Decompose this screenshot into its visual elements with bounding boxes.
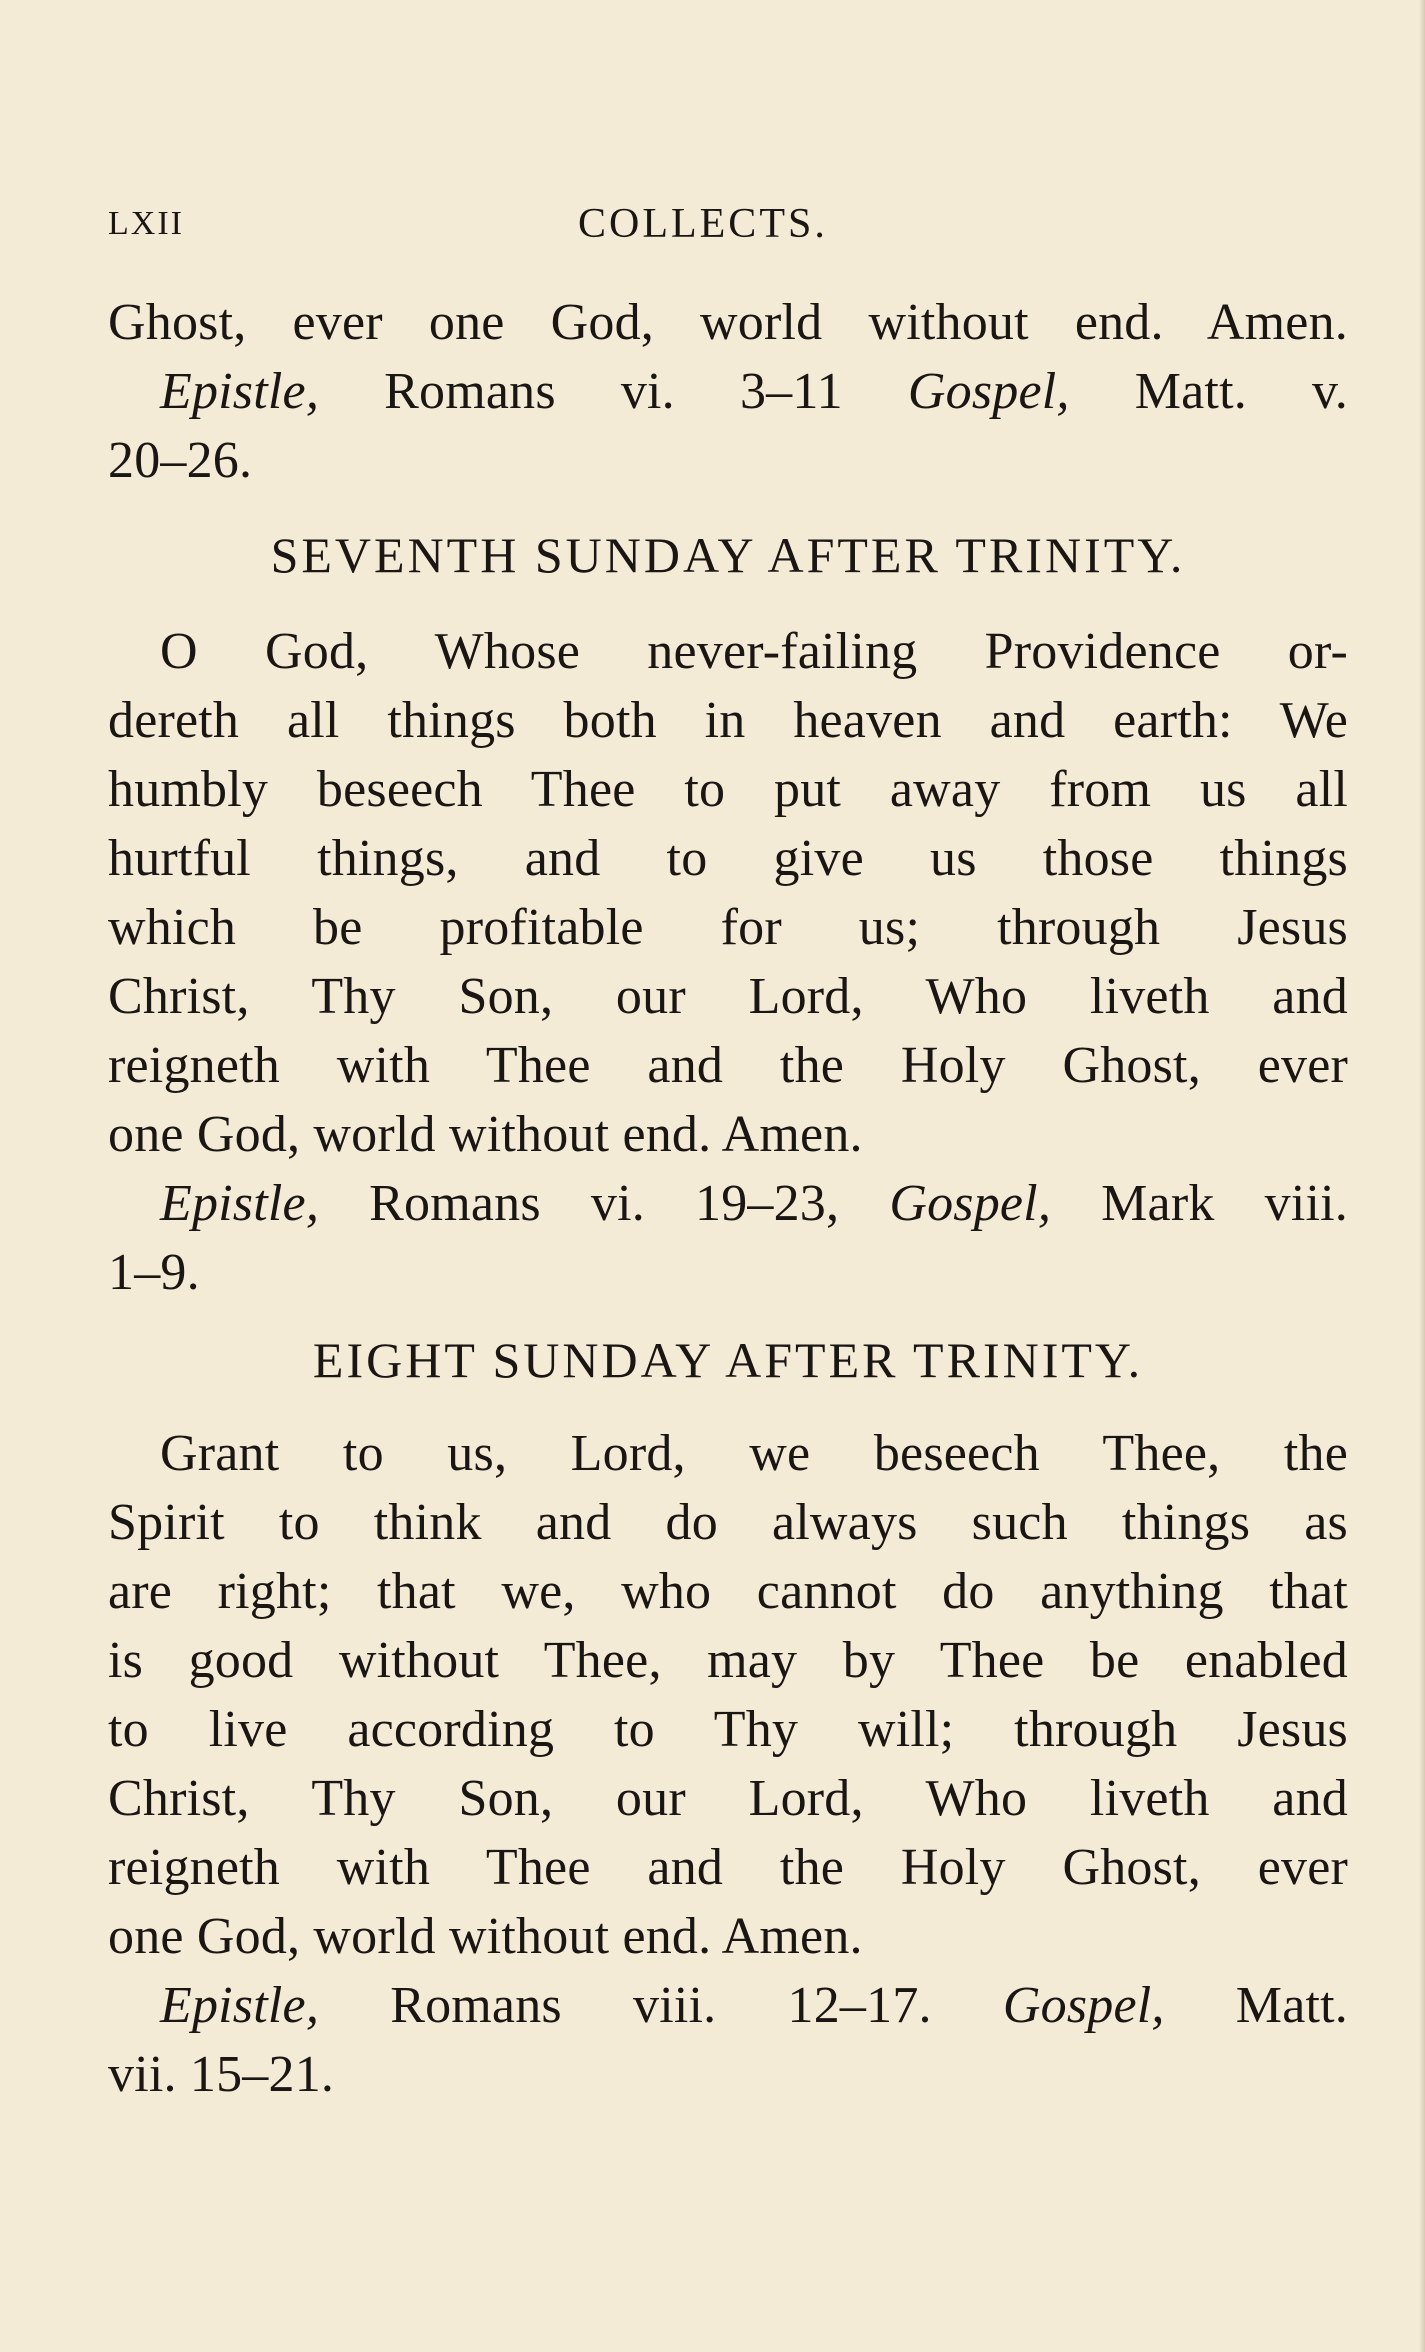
body-line: Ghost, ever one God, world without end. Amen.: [108, 294, 1348, 351]
epistle-label: Epistle,: [160, 363, 320, 420]
page-edge-shadow: [1419, 0, 1425, 2352]
running-title: COLLECTS.: [578, 201, 828, 247]
epistle-reference: Romans vi. 19–23,: [369, 1175, 840, 1232]
collect-line: reigneth with Thee and the Holy Ghost, ever: [108, 1839, 1348, 1896]
epistle-label: Epistle,: [160, 1175, 320, 1232]
section-heading: SEVENTH SUNDAY AFTER TRINITY.: [270, 527, 1186, 583]
epistle-reference: Romans viii. 12–17.: [390, 1977, 932, 2034]
lesson-reference-continuation: 20–26.: [108, 432, 253, 489]
collect-line: is good without Thee, may by Thee be enabled: [108, 1632, 1348, 1689]
gospel-reference: Mark viii.: [1101, 1175, 1348, 1232]
lesson-reference-line: [108, 1971, 1348, 2040]
collect-line: one God, world without end. Amen.: [108, 1106, 863, 1163]
collect-line: hurtful things, and to give us those things: [108, 830, 1348, 887]
gospel-label: Gospel,: [889, 1175, 1052, 1232]
epistle-label: Epistle,: [160, 1977, 320, 2034]
collect-line: humbly beseech Thee to put away from us all: [108, 761, 1348, 818]
page-number: LXII: [108, 205, 184, 242]
collect-line: to live according to Thy will; through Jesus: [108, 1701, 1348, 1758]
collect-line: Grant to us, Lord, we beseech Thee, the: [160, 1425, 1348, 1482]
collect-line: Christ, Thy Son, our Lord, Who liveth and: [108, 1770, 1348, 1827]
lesson-reference-continuation: vii. 15–21.: [108, 2046, 335, 2103]
gospel-reference: Matt.: [1235, 1977, 1349, 2034]
gospel-reference: Matt. v.: [1134, 363, 1349, 420]
collect-line: which be profitable for us; through Jesus: [108, 899, 1348, 956]
gospel-label: Gospel,: [907, 363, 1070, 420]
section-heading: EIGHT SUNDAY AFTER TRINITY.: [312, 1332, 1144, 1388]
collect-line: dereth all things both in heaven and earth: We: [108, 692, 1348, 749]
collect-line: one God, world without end. Amen.: [108, 1908, 863, 1965]
text-block: [108, 288, 1348, 2109]
lesson-reference-line: [108, 357, 1348, 426]
lesson-reference-line: [108, 1169, 1348, 1238]
running-head: [108, 196, 1348, 252]
epistle-reference: Romans vi. 3–11: [384, 363, 843, 420]
gospel-label: Gospel,: [1002, 1977, 1165, 2034]
collect-line: are right; that we, who cannot do anything that: [108, 1563, 1348, 1620]
collect-line: O God, Whose never-failing Providence or-: [160, 623, 1348, 680]
collect-line: Spirit to think and do always such things as: [108, 1494, 1348, 1551]
collect-line: Christ, Thy Son, our Lord, Who liveth and: [108, 968, 1348, 1025]
lesson-reference-continuation: 1–9.: [108, 1244, 200, 1301]
collect-line: reigneth with Thee and the Holy Ghost, ever: [108, 1037, 1348, 1094]
